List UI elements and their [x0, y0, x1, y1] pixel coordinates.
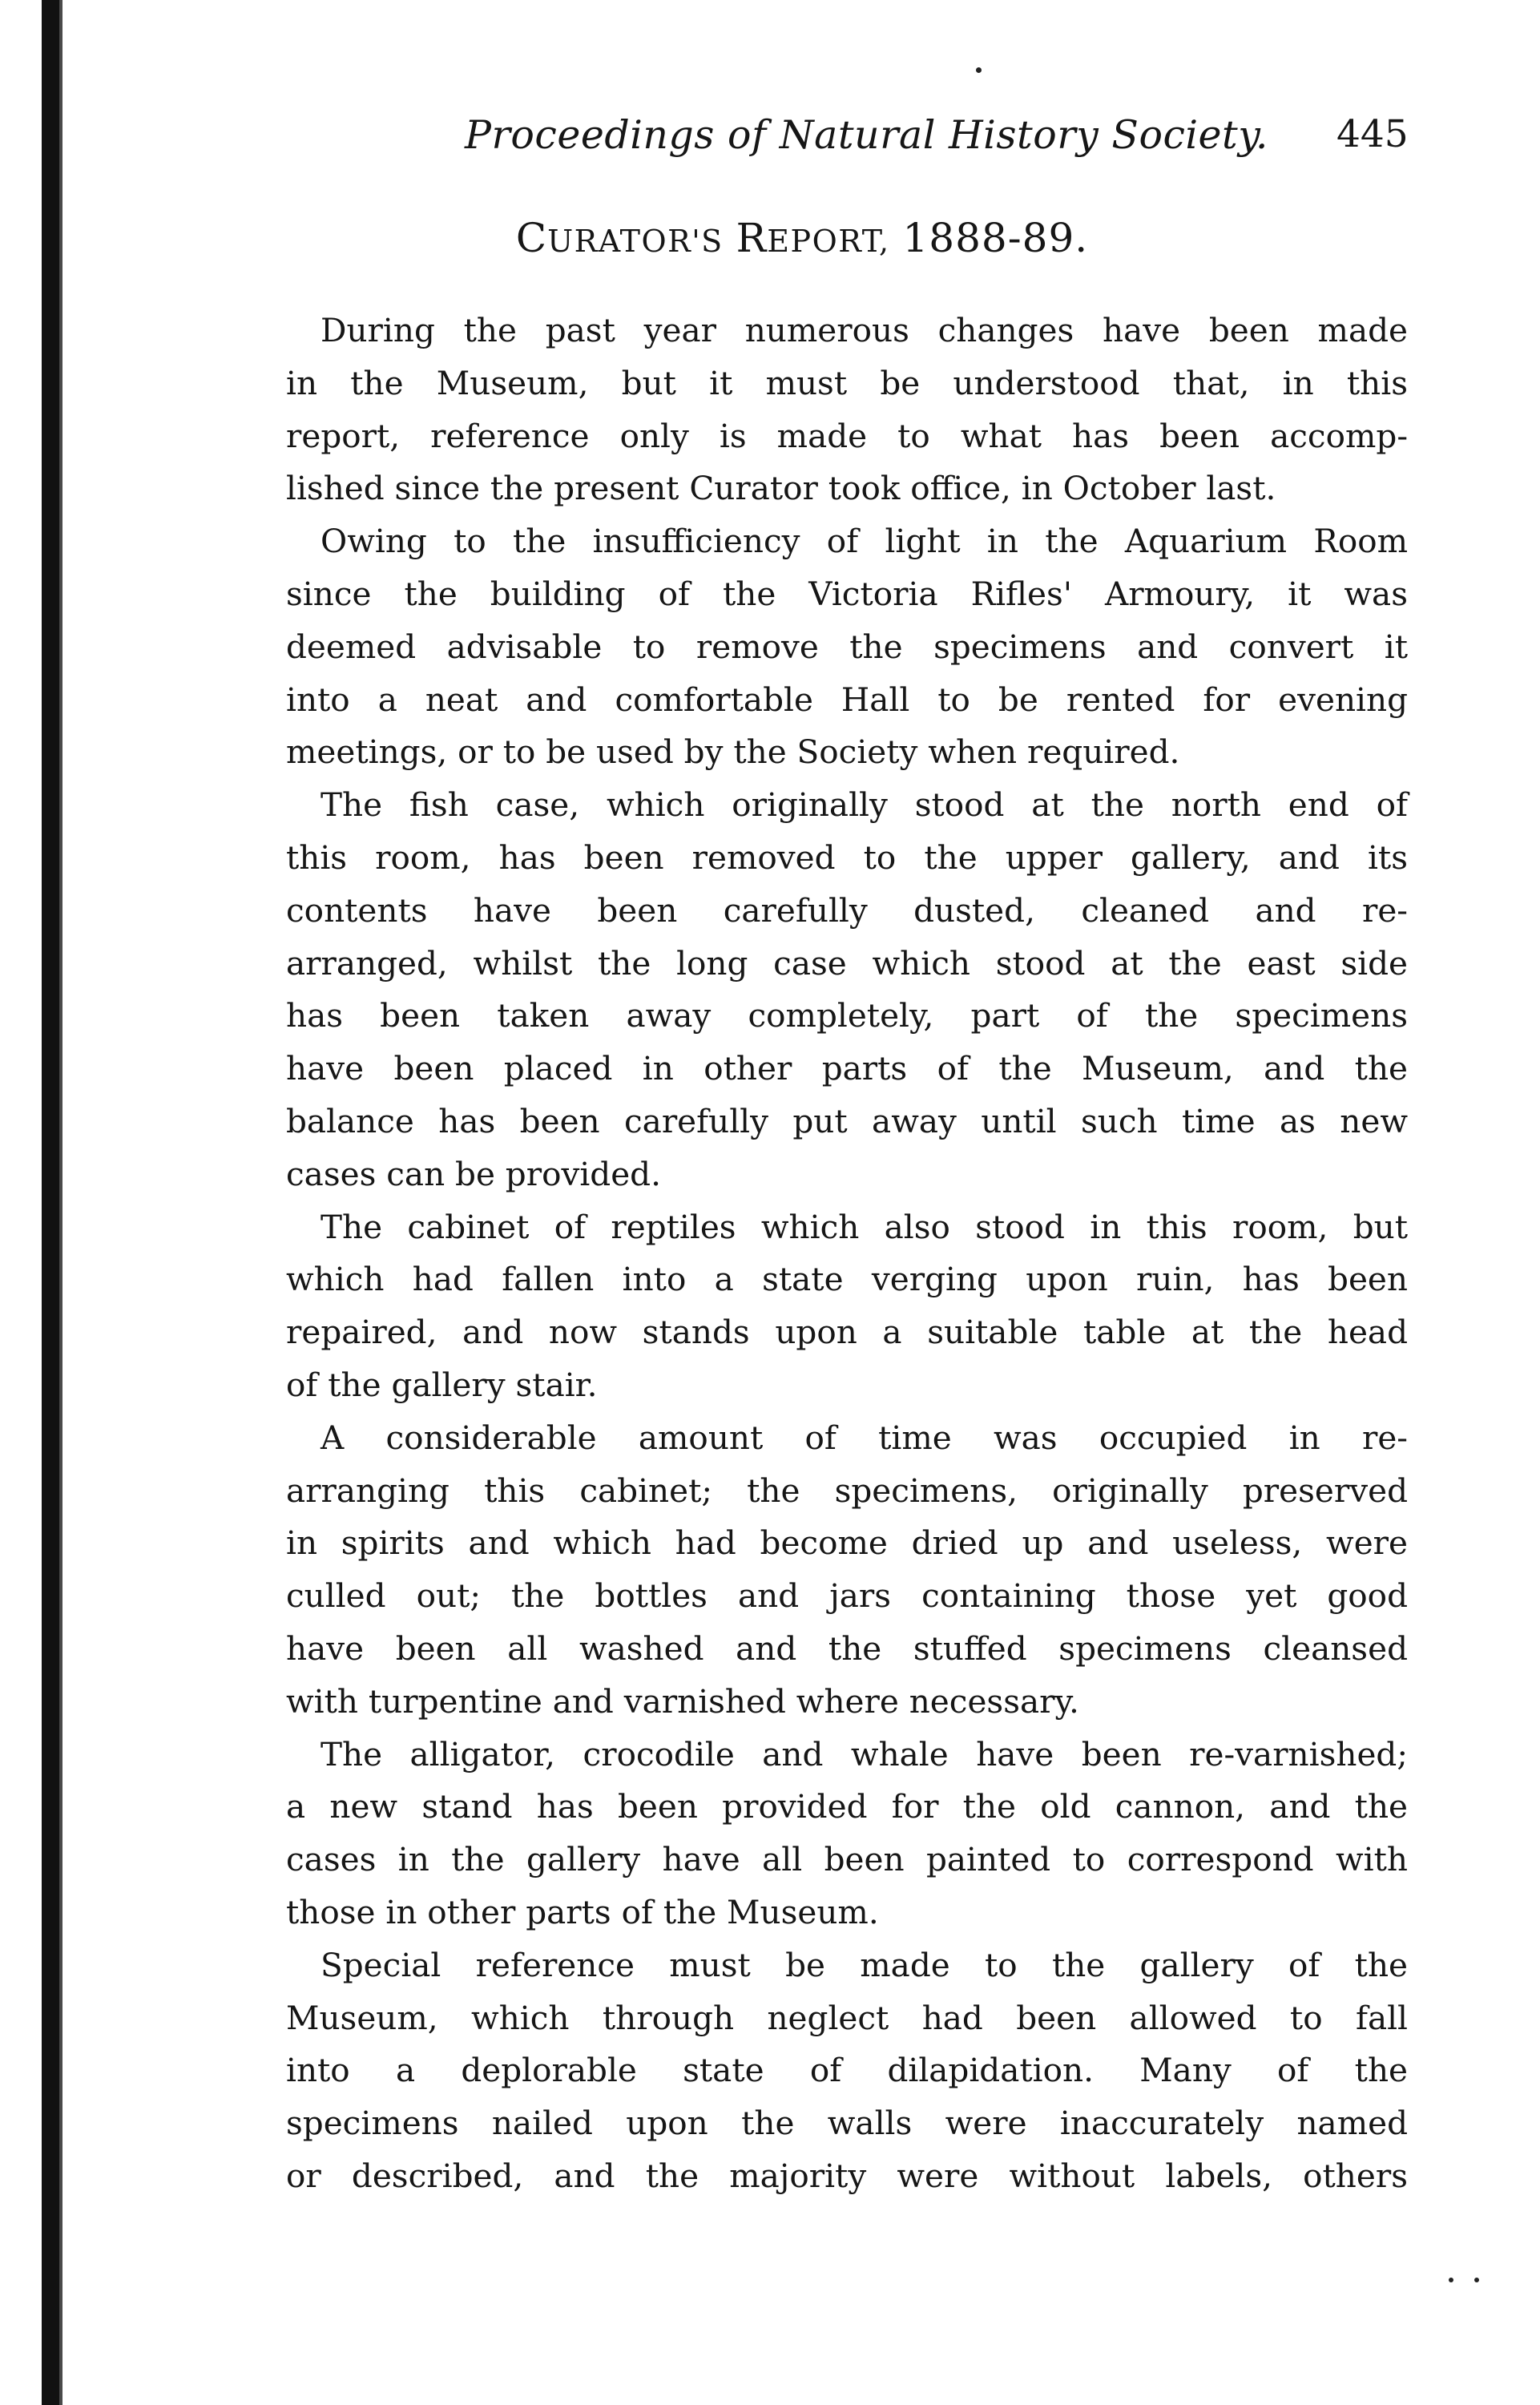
ink-speck — [1474, 2278, 1479, 2282]
text-line: culled out; the bottles and jars containing those yet good — [286, 1576, 1408, 1616]
text-line: have been all washed and the stuffed specimens cleansed — [286, 1628, 1408, 1668]
text-line: repaired, and now stands upon a suitable table at the head — [286, 1313, 1408, 1352]
text-line: in the Museum, but it must be understood that, in this — [286, 363, 1408, 402]
text-line: balance has been carefully put away until such time as new — [286, 1101, 1408, 1140]
text-line: meetings, or to be used by the Society when required. — [286, 732, 1180, 772]
page-number: 445 — [1336, 112, 1409, 156]
text-line: since the building of the Victoria Rifles' Armoury, it was — [286, 574, 1408, 613]
running-title: Proceedings of Natural History Society. — [465, 112, 1268, 158]
ink-speck — [976, 67, 982, 73]
report-heading — [0, 215, 1540, 261]
text-line: arranging this cabinet; the specimens, originally preserved — [286, 1471, 1408, 1510]
text-line: or described, and the majority were without labels, others — [286, 2156, 1408, 2195]
text-line: a new stand has been provided for the old cannon, and the — [286, 1787, 1408, 1826]
binding-edge — [42, 0, 59, 2405]
text-line: A considerable amount of time was occupied in re- — [320, 1418, 1408, 1457]
text-line: this room, has been removed to the upper gallery, and its — [286, 837, 1408, 877]
text-line: arranged, whilst the long case which stood at the east side — [286, 943, 1408, 983]
text-line: specimens nailed upon the walls were inaccurately named — [286, 2104, 1408, 2143]
text-line: cases in the gallery have all been painted to correspond with — [286, 1840, 1408, 1879]
heading-word: URATOR'S — [547, 224, 724, 259]
text-line: have been placed in other parts of the Museum, and the — [286, 1049, 1408, 1088]
text-line: into a neat and comfortable Hall to be rented for evening — [286, 680, 1408, 719]
text-line: report, reference only is made to what has been accomp- — [286, 416, 1408, 455]
text-line: with turpentine and varnished where necessary. — [286, 1681, 1079, 1721]
text-line: During the past year numerous changes have been made — [320, 311, 1408, 349]
body-text — [286, 305, 1408, 2203]
text-line: which had fallen into a state verging upon ruin, has been — [286, 1260, 1408, 1299]
text-line: contents have been carefully dusted, cleaned and re- — [286, 890, 1408, 930]
text-line: Owing to the insufficiency of light in the Aquarium Room — [320, 522, 1408, 561]
heading-initial: C — [515, 215, 548, 261]
text-line: deemed advisable to remove the specimens and convert it — [286, 627, 1408, 666]
running-head — [0, 112, 1540, 176]
binding-edge-shadow — [59, 0, 62, 2405]
heading-initial: R — [736, 215, 768, 261]
text-line: cases can be provided. — [286, 1154, 661, 1193]
heading-word: EPORT, — [767, 224, 890, 259]
text-line: The cabinet of reptiles which also stood in this room, but — [320, 1207, 1408, 1246]
text-line: has been taken away completely, part of the specimens — [286, 996, 1408, 1035]
text-line: of the gallery stair. — [286, 1365, 598, 1404]
text-line: those in other parts of the Museum. — [286, 1892, 879, 1931]
heading-years: 1888-89. — [902, 215, 1089, 261]
text-line: The fish case, which originally stood at the north end of — [320, 785, 1408, 825]
text-line: in spirits and which had become dried up and useless, were — [286, 1523, 1408, 1563]
text-line: into a deplorable state of dilapidation. Many of the — [286, 2051, 1408, 2090]
text-line: The alligator, crocodile and whale have been re-varnished; — [320, 1734, 1408, 1773]
text-line: Special reference must be made to the gallery of the — [320, 1945, 1408, 1984]
text-line: lished since the present Curator took office, in October last. — [286, 469, 1276, 508]
ink-speck — [1449, 2278, 1453, 2282]
text-line: Museum, which through neglect had been allowed to fall — [286, 1998, 1408, 2037]
